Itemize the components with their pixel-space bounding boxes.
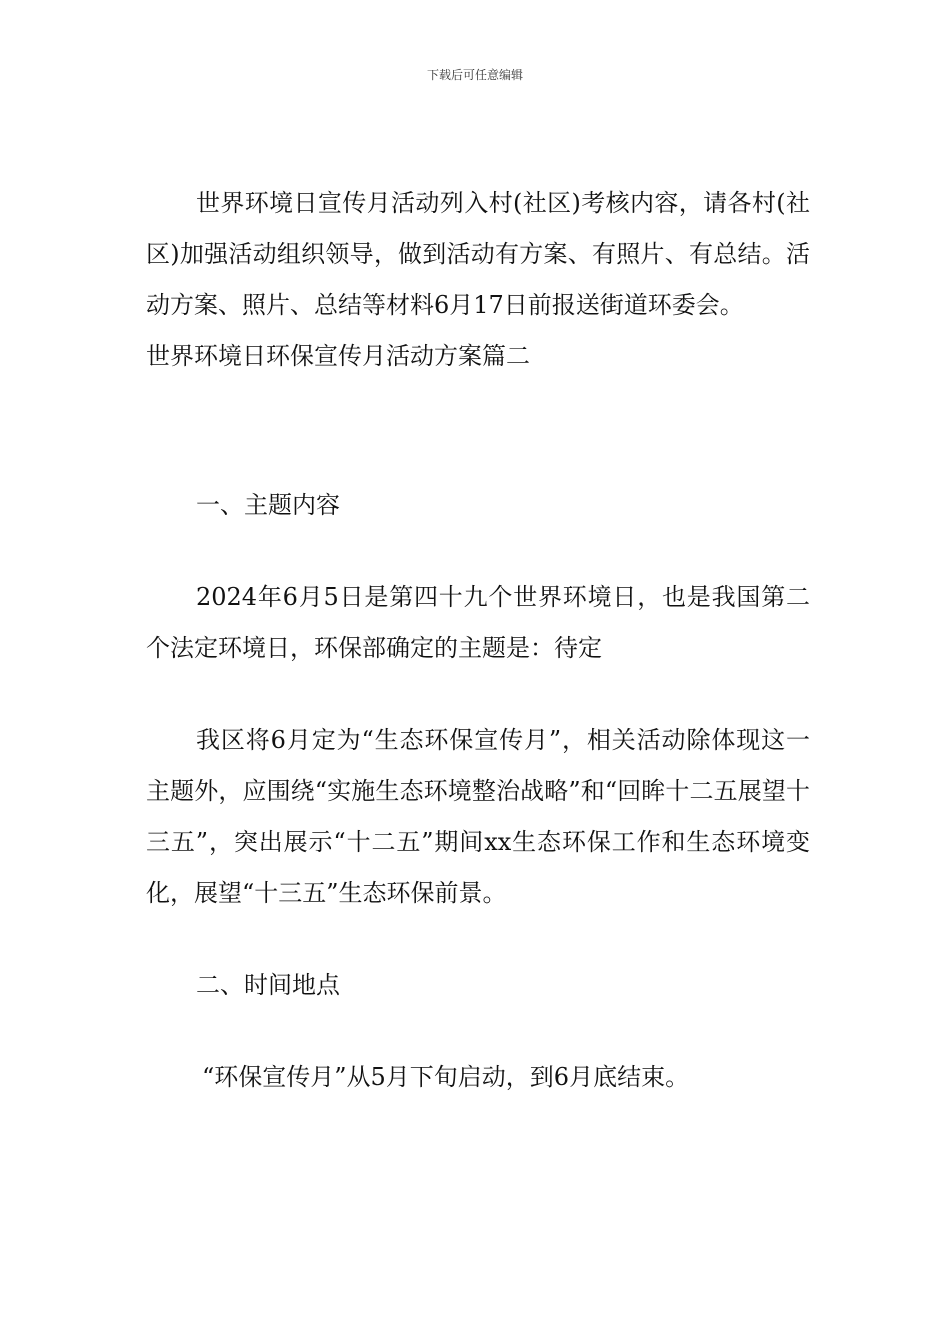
section-heading-theme: 一、主题内容 bbox=[196, 491, 340, 519]
paragraph-schedule: “环保宣传月”从5月下旬启动，到6月底结束。 bbox=[202, 1063, 690, 1091]
page-header-note: 下载后可任意编辑 bbox=[426, 68, 523, 82]
paragraph-environment-day: 2024年6月5日是第四十九个世界环境日，也是我国第二个法定环境日，环保部确定的主题是：待定 bbox=[146, 583, 810, 662]
document-body bbox=[146, 178, 810, 1103]
section-heading-time-place: 二、时间地点 bbox=[196, 971, 340, 999]
paragraph-assessment: 世界环境日宣传月活动列入村(社区)考核内容，请各村(社区)加强活动组织领导，做到活动有方案、有照片、有总结。活动方案、照片、总结等材料6月17日前报送街道环委会。 bbox=[146, 189, 810, 319]
paragraph-publicity-month: 我区将6月定为“生态环保宣传月”，相关活动除体现这一主题外，应围绕“实施生态环境整治战略”和“回眸十二五展望十三五”，突出展示“十二五”期间xx生态环保工作和生态环境变化，展望“十三五”生态环保前景。 bbox=[146, 726, 810, 907]
document-title: 世界环境日环保宣传月活动方案篇二 bbox=[146, 342, 530, 370]
